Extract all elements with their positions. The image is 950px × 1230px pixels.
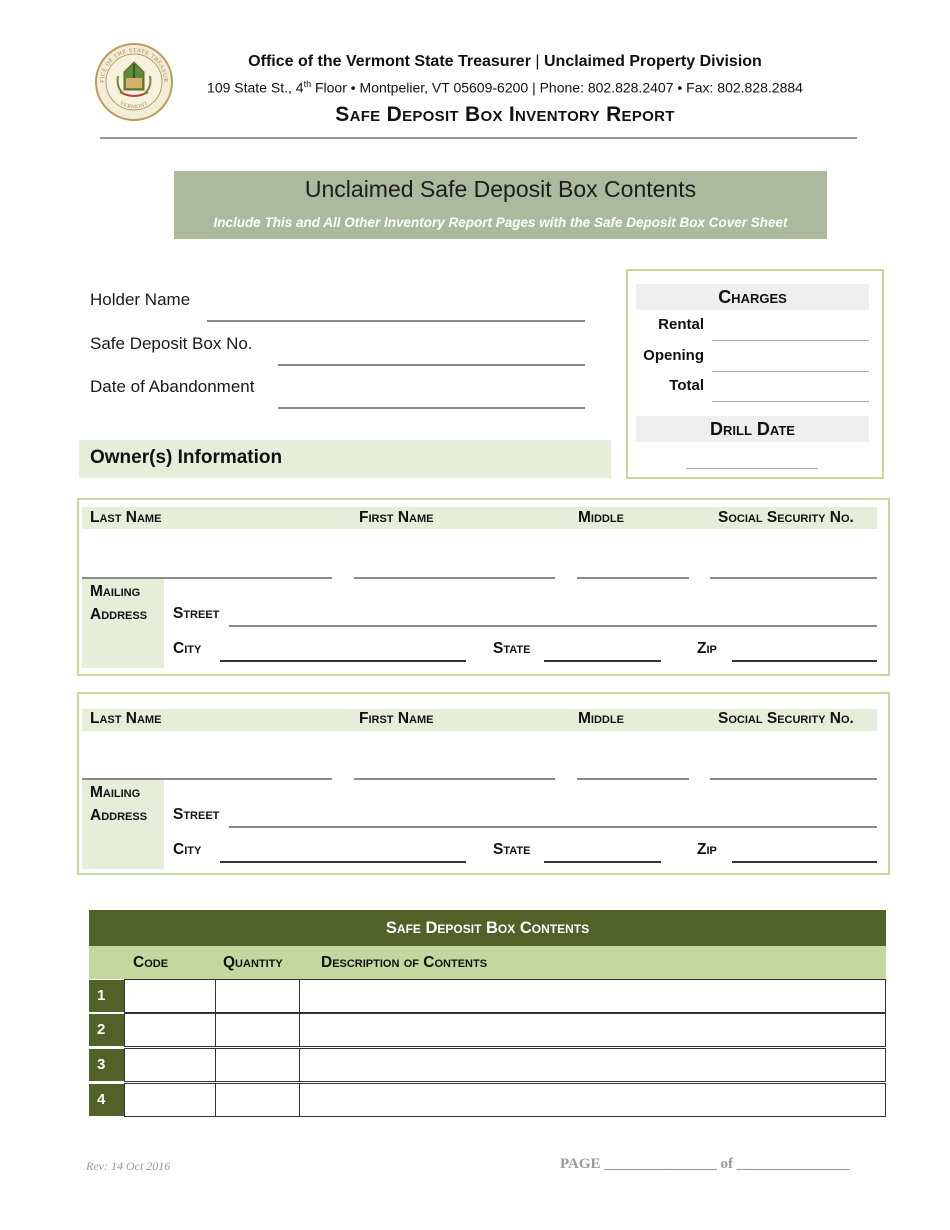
owner-2-middle-label: Middle <box>578 710 624 727</box>
banner-title: Unclaimed Safe Deposit Box Contents <box>304 176 697 202</box>
drill-date-field[interactable] <box>686 468 818 469</box>
seal-bottom-text: VERMONT <box>118 100 150 111</box>
quantity-cell[interactable] <box>215 1048 300 1082</box>
owner-2-city-field[interactable] <box>220 861 466 863</box>
description-cell[interactable] <box>299 1013 886 1047</box>
owner-2-street-field[interactable] <box>229 826 877 828</box>
owner-2-ssn-label: Social Security No. <box>718 710 854 727</box>
owner-2-first-name-field[interactable] <box>354 778 555 780</box>
owner-2-zip-field[interactable] <box>732 861 877 863</box>
contents-title: Safe Deposit Box Contents <box>89 910 886 946</box>
address-sup: th <box>303 79 312 89</box>
code-cell[interactable] <box>124 1083 216 1117</box>
row-number: 3 <box>89 1049 124 1081</box>
vermont-seal-logo <box>94 42 174 122</box>
holder-name-field[interactable] <box>207 320 585 322</box>
address-rest: Floor • Montpelier, VT 05609-6200 | Phone: 802.828.2407 • Fax: 802.828.2884 <box>311 79 803 96</box>
quantity-cell[interactable] <box>215 979 300 1013</box>
code-cell[interactable] <box>124 979 216 1013</box>
abandonment-date-field[interactable] <box>278 407 585 409</box>
col-quantity-label: Quantity <box>223 954 283 971</box>
holder-name-label: Holder Name <box>90 290 191 309</box>
code-cell[interactable] <box>124 1013 216 1047</box>
col-description-label: Description of Contents <box>321 954 488 971</box>
owner-1-middle-field[interactable] <box>577 577 689 579</box>
row-number: 1 <box>89 980 124 1012</box>
office-name: Office of the Vermont State Treasurer <box>248 53 531 70</box>
opening-label: Opening <box>643 347 704 364</box>
owner-1-mailing-word: Mailing <box>90 583 141 600</box>
col-code-label: Code <box>133 954 169 971</box>
owner-2-city-label: City <box>173 841 202 858</box>
owner-2-state-field[interactable] <box>544 861 661 863</box>
box-no-field[interactable] <box>278 364 585 366</box>
header-office: Office of the Vermont State Treasurer | Unclaimed Property Division <box>248 53 762 70</box>
owner-section-title: Owner(s) Information <box>90 447 283 468</box>
owner-1-zip-field[interactable] <box>732 660 877 662</box>
owner-1-address-word: Address <box>90 606 148 623</box>
owner-1-city-label: City <box>173 640 202 657</box>
description-cell[interactable] <box>299 1083 886 1117</box>
owner-1-ssn-field[interactable] <box>710 577 877 579</box>
owner-2-ssn-field[interactable] <box>710 778 877 780</box>
owner-1-city-field[interactable] <box>220 660 466 662</box>
description-cell[interactable] <box>299 979 886 1013</box>
owner-1-state-label: State <box>493 640 531 657</box>
owner-2-first-name-label: First Name <box>359 710 434 727</box>
description-cell[interactable] <box>299 1048 886 1082</box>
rental-label: Rental <box>658 316 704 333</box>
page-title: Safe Deposit Box Inventory Report <box>335 103 675 126</box>
owner-2-zip-label: Zip <box>697 841 717 858</box>
owner-1-ssn-label: Social Security No. <box>718 509 854 526</box>
owner-1-last-name-label: Last Name <box>90 509 162 526</box>
owner-1-zip-label: Zip <box>697 640 717 657</box>
owner-1-mailing-label <box>90 580 147 626</box>
header-address <box>200 79 810 96</box>
division-name: Unclaimed Property Division <box>543 53 762 70</box>
total-label: Total <box>669 377 704 394</box>
page-number-field[interactable]: PAGE _______________ of _______________ <box>560 1156 850 1172</box>
charges-title: Charges <box>636 284 869 310</box>
owner-1-street-field[interactable] <box>229 625 877 627</box>
owner-1-first-name-label: First Name <box>359 509 434 526</box>
owner-2-middle-field[interactable] <box>577 778 689 780</box>
owner-2-address-word: Address <box>90 807 148 824</box>
owner-1-street-label: Street <box>173 605 220 622</box>
quantity-cell[interactable] <box>215 1083 300 1117</box>
box-no-label: Safe Deposit Box No. <box>90 334 253 353</box>
banner-subtitle: Include This and All Other Inventory Report Pages with the Safe Deposit Box Cover Sheet <box>213 215 788 230</box>
owner-2-state-label: State <box>493 841 531 858</box>
owner-2-mailing-label <box>90 781 147 827</box>
owner-1-first-name-field[interactable] <box>354 577 555 579</box>
contents-column-header <box>89 946 886 979</box>
code-cell[interactable] <box>124 1048 216 1082</box>
header-divider <box>100 137 857 139</box>
address-part: 109 State St., 4 <box>207 79 304 96</box>
owner-1-middle-label: Middle <box>578 509 624 526</box>
owner-2-mailing-word: Mailing <box>90 784 141 801</box>
total-field[interactable] <box>712 401 869 402</box>
seal-outer-text: FICE OF THE STATE TREASUR <box>99 47 169 83</box>
drill-date-title: Drill Date <box>636 416 869 442</box>
revision-date: Rev: 14 Oct 2016 <box>86 1159 171 1173</box>
rental-field[interactable] <box>712 340 869 341</box>
quantity-cell[interactable] <box>215 1013 300 1047</box>
row-number: 4 <box>89 1084 124 1116</box>
owner-1-state-field[interactable] <box>544 660 661 662</box>
owner-2-last-name-label: Last Name <box>90 710 162 727</box>
abandonment-date-label: Date of Abandonment <box>90 377 255 396</box>
owner-2-street-label: Street <box>173 806 220 823</box>
opening-field[interactable] <box>712 371 869 372</box>
row-number: 2 <box>89 1014 124 1046</box>
